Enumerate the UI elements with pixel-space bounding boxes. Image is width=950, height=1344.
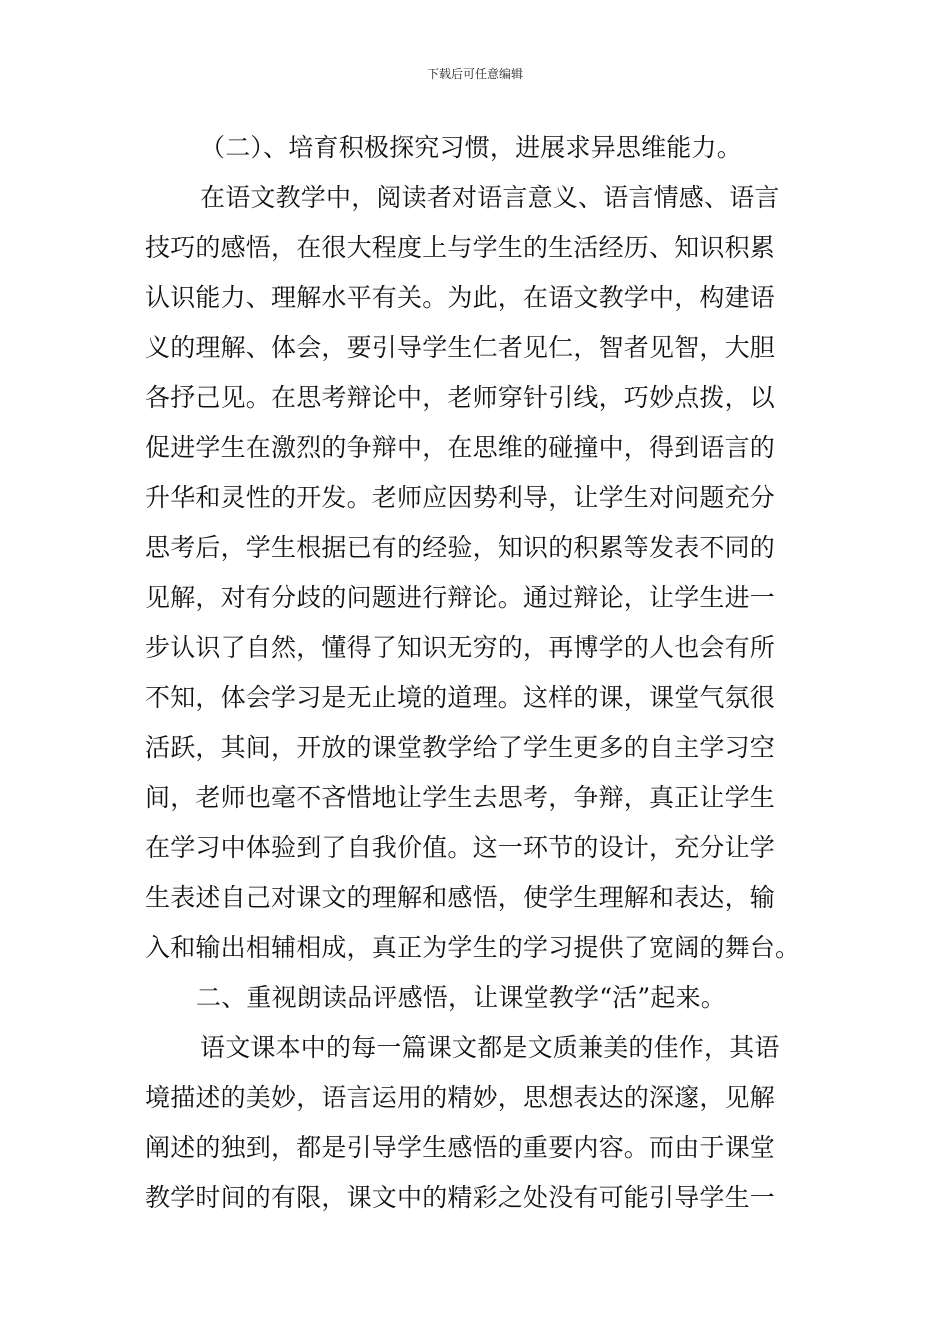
section-heading: （二）、培育积极探究习惯，进展求异思维能力。 [200, 133, 742, 162]
paragraph-line: 思考后，学生根据已有的经验，知识的积累等发表不同的 [145, 533, 776, 562]
paragraph-line: 教学时间的有限，课文中的精彩之处没有可能引导学生一 [145, 1183, 776, 1212]
paragraph-line: 入和输出相辅相成，真正为学生的学习提供了宽阔的舞台。 [145, 933, 801, 962]
paragraph-line: 语文课本中的每一篇课文都是文质兼美的佳作，其语 [200, 1033, 780, 1062]
paragraph-line: 认识能力、理解水平有关。为此，在语文教学中，构建语 [145, 283, 776, 312]
paragraph-line: 义的理解、体会，要引导学生仁者见仁，智者见智，大胆 [145, 333, 776, 362]
paragraph-line: 各抒己见。在思考辩论中，老师穿针引线，巧妙点拨，以 [145, 383, 776, 412]
paragraph-line: 见解，对有分歧的问题进行辩论。通过辩论，让学生进一 [145, 583, 776, 612]
paragraph-line: 步认识了自然，懂得了知识无穷的，再博学的人也会有所 [145, 633, 776, 662]
paragraph-line: 促进学生在激烈的争辩中，在思维的碰撞中，得到语言的 [145, 433, 776, 462]
paragraph-line: 在语文教学中，阅读者对语言意义、语言情感、语言 [200, 183, 780, 212]
paragraph-line: 技巧的感悟，在很大程度上与学生的生活经历、知识积累 [145, 233, 776, 262]
section-heading: 二、重视朗读品评感悟，让课堂教学“活”起来。 [196, 983, 726, 1012]
page-header-note: 下载后可任意编辑 [426, 67, 523, 81]
paragraph-line: 间，老师也毫不吝惜地让学生去思考，争辩，真正让学生 [145, 783, 776, 812]
paragraph-line: 不知，体会学习是无止境的道理。这样的课，课堂气氛很 [145, 683, 776, 712]
paragraph-line: 升华和灵性的开发。老师应因势利导，让学生对问题充分 [145, 483, 776, 512]
paragraph-line: 境描述的美妙，语言运用的精妙，思想表达的深邃，见解 [145, 1083, 776, 1112]
paragraph-line: 在学习中体验到了自我价值。这一环节的设计，充分让学 [145, 833, 776, 862]
paragraph-line: 生表述自己对课文的理解和感悟，使学生理解和表达，输 [145, 883, 776, 912]
paragraph-line: 阐述的独到，都是引导学生感悟的重要内容。而由于课堂 [145, 1133, 776, 1162]
paragraph-line: 活跃，其间，开放的课堂教学给了学生更多的自主学习空 [145, 733, 776, 762]
